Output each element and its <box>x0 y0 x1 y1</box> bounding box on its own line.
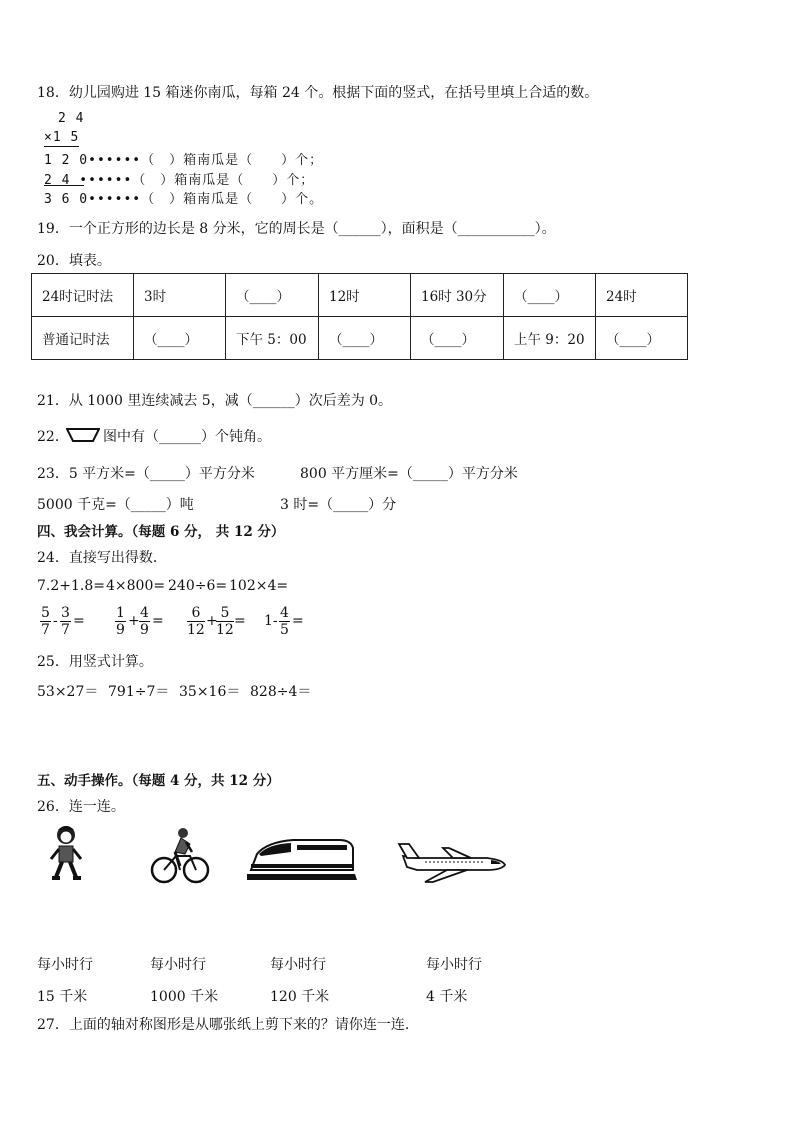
table-cell: 16时 30分 <box>411 274 504 317</box>
q24-item-2: 4×800= <box>106 578 166 594</box>
speed-label: 每小时行 <box>426 957 482 973</box>
table-cell: 24时记时法 <box>32 274 134 317</box>
equals-sign: = <box>152 613 164 629</box>
q25-item-3: 35×16＝ <box>179 684 241 700</box>
numerator: 4 <box>140 605 149 621</box>
speed-value: 120 千米 <box>270 989 330 1005</box>
q26-title: 26．连一连。 <box>37 799 125 815</box>
speed-label: 每小时行 <box>270 957 326 973</box>
operator: - <box>53 613 58 629</box>
table-cell[interactable]: （____） <box>226 274 319 317</box>
q18-vertical-line2: ×1 5 <box>44 130 80 145</box>
q18-vertical-line5: 3 6 0••••••（ ）箱南瓜是（ ）个。 <box>44 192 324 207</box>
q22-prefix: 22． <box>37 429 69 445</box>
fraction <box>60 605 71 638</box>
denominator: 9 <box>116 622 125 638</box>
numerator: 5 <box>216 605 234 622</box>
q21-text: 21．从 1000 里连续减去 5，减（______）次后差为 0。 <box>37 393 393 409</box>
table-cell[interactable]: （____） <box>319 317 411 360</box>
speed-value: 15 千米 <box>37 989 88 1005</box>
fraction <box>216 605 234 638</box>
operator: + <box>128 613 140 629</box>
q25-item-2: 791÷7＝ <box>108 684 170 700</box>
numerator: 1 <box>116 605 125 621</box>
equals-sign: = <box>234 613 246 629</box>
fraction <box>115 605 126 638</box>
walking-child-icon <box>44 822 88 882</box>
table-cell: 24时 <box>596 274 688 317</box>
speed-value: 1000 千米 <box>150 989 219 1005</box>
q18-vertical-line1: 2 4 <box>58 111 85 126</box>
numerator: 3 <box>61 605 70 621</box>
equals-sign: = <box>292 613 304 629</box>
trapezoid-icon <box>66 428 100 442</box>
table-cell: 3时 <box>134 274 226 317</box>
q25-item-4: 828÷4＝ <box>250 684 312 700</box>
speed-value: 4 千米 <box>426 989 468 1005</box>
q24-item-1: 7.2+1.8= <box>37 578 105 594</box>
denominator: 7 <box>41 622 50 638</box>
fraction <box>187 605 205 638</box>
numerator: 5 <box>41 605 50 621</box>
table-cell[interactable]: （____） <box>504 274 596 317</box>
denominator: 12 <box>187 622 205 638</box>
table-cell: 普通记时法 <box>32 317 134 360</box>
high-speed-train-icon <box>247 834 357 882</box>
denominator: 7 <box>61 622 70 638</box>
q27-text: 27．上面的轴对称图形是从哪张纸上剪下来的？请你连一连. <box>37 1017 410 1033</box>
q25-item-1: 53×27＝ <box>37 684 99 700</box>
denominator: 5 <box>280 622 289 638</box>
q18-underline <box>44 185 84 186</box>
fraction <box>279 605 290 638</box>
equals-sign: = <box>73 613 85 629</box>
q24-item-3: 240÷6= <box>168 578 228 594</box>
q20-time-table <box>31 273 688 360</box>
section-5-title: 五、动手操作。（每题 4 分，共 12 分） <box>37 773 280 789</box>
section-4-title: 四、我会计算。（每题 6 分， 共 12 分） <box>37 524 285 540</box>
fraction <box>139 605 150 638</box>
q18-vertical-line3: 1 2 0••••••（ ）箱南瓜是（ ）个； <box>44 153 324 168</box>
q23-d: 3 时=（_____）分 <box>280 497 397 513</box>
speed-label: 每小时行 <box>150 957 206 973</box>
table-row <box>32 317 688 360</box>
table-cell: 下午 5：00 <box>226 317 319 360</box>
table-cell[interactable]: （____） <box>134 317 226 360</box>
speed-label: 每小时行 <box>37 957 93 973</box>
numerator: 6 <box>187 605 205 622</box>
q24-item-4: 102×4= <box>229 578 289 594</box>
operator: + <box>206 613 218 629</box>
table-cell[interactable]: （____） <box>596 317 688 360</box>
q23-c: 5000 千克=（_____）吨 <box>37 497 194 513</box>
q25-title: 25．用竖式计算。 <box>37 654 153 670</box>
cyclist-icon <box>150 826 210 886</box>
table-cell: 上午 9：20 <box>504 317 596 360</box>
denominator: 12 <box>216 622 234 638</box>
table-cell[interactable]: （____） <box>411 317 504 360</box>
q18-vertical-line4: 2 4 ••••••（ ）箱南瓜是（ ）个； <box>44 173 315 188</box>
q23-a: 23．5 平方米=（_____）平方分米 <box>37 466 255 482</box>
fraction <box>40 605 51 638</box>
numerator: 4 <box>280 605 289 621</box>
table-cell: 12时 <box>319 274 411 317</box>
q19-text: 19．一个正方形的边长是 8 分米，它的周长是（______），面积是（___________）。 <box>37 221 556 237</box>
denominator: 9 <box>140 622 149 638</box>
airplane-icon <box>395 840 507 884</box>
q22-suffix: 图中有（______）个钝角。 <box>103 429 271 445</box>
q20-title: 20．填表。 <box>37 253 111 269</box>
table-row <box>32 274 688 317</box>
q24-title: 24．直接写出得数． <box>37 550 167 566</box>
q23-b: 800 平方厘米=（_____）平方分米 <box>300 466 518 482</box>
q18-title: 18．幼儿园购进 15 箱迷你南瓜，每箱 24 个。根据下面的竖式，在括号里填上合适的数。 <box>37 85 599 101</box>
whole-number: 1- <box>264 613 278 629</box>
